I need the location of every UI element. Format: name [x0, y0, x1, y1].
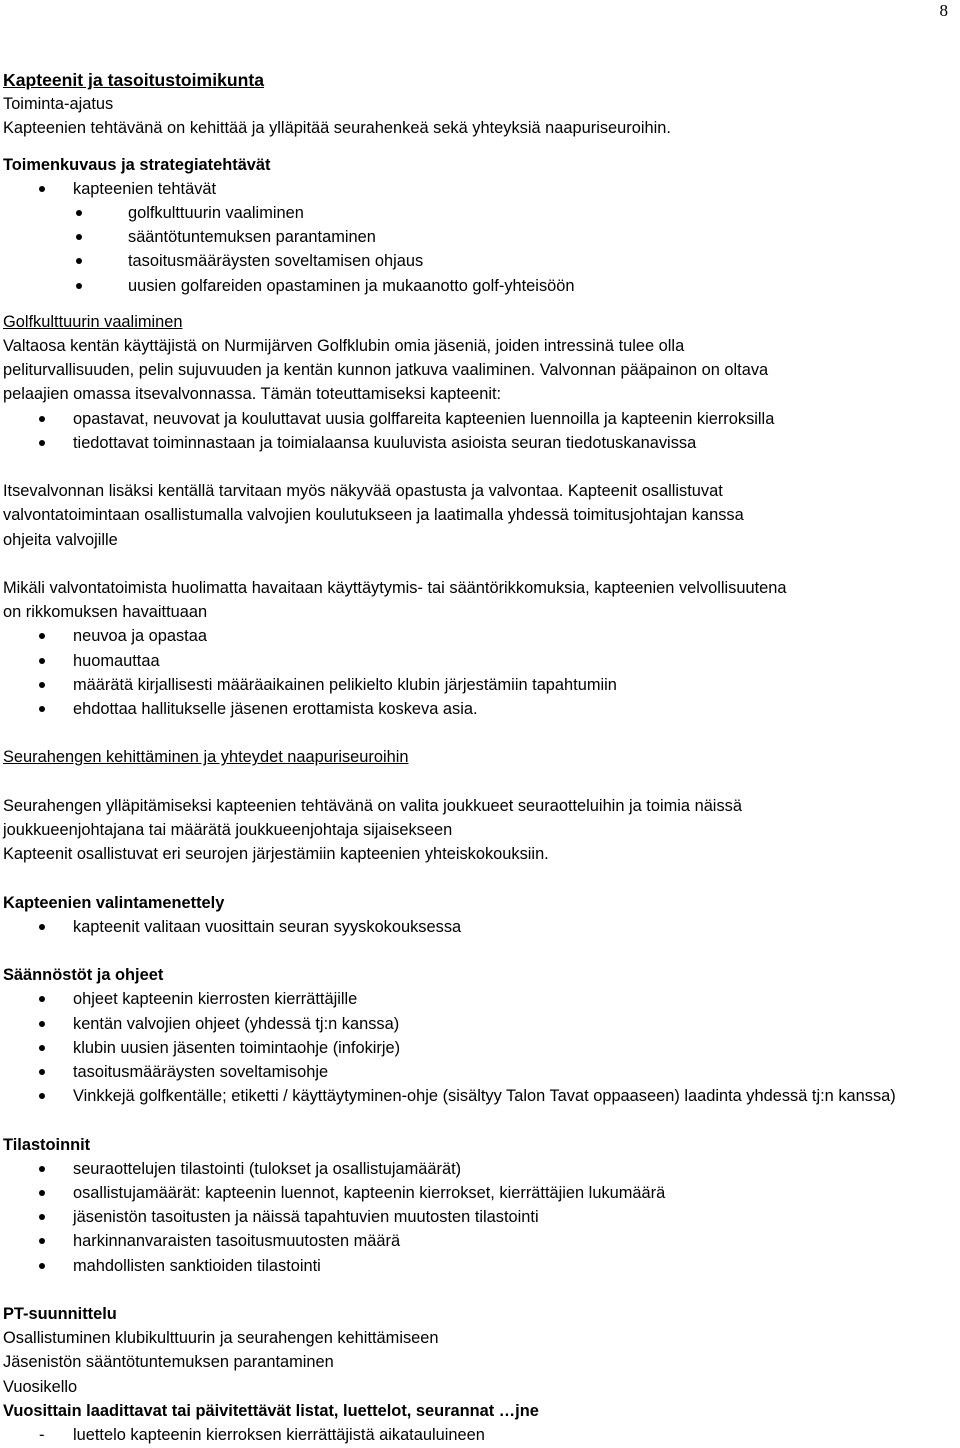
text-line: Seurahengen ylläpitämiseksi kapteenien tehtävänä on valita joukkueet seuraotteluihin ja toimia näissä [3, 796, 742, 815]
section-title-pt-suunnittelu: PT-suunnittelu [3, 1305, 117, 1324]
sub-bullet-item: tasoitusmääräysten soveltamisen ohjaus [3, 249, 953, 273]
bullet-item: tiedottavat toiminnastaan ja toimialaansa kuuluvista asioista seuran tiedotuskanavissa [3, 431, 953, 455]
bullet-item: tasoitusmääräysten soveltamisohje [3, 1060, 953, 1084]
bullet-item: jäsenistön tasoitusten ja näissä tapahtuvien muutosten tilastointi [3, 1205, 953, 1229]
bullet-item: määrätä kirjallisesti määräaikainen pelikielto klubin järjestämiin tapahtumiin [3, 673, 953, 697]
text-line: Toiminta-ajatus [3, 95, 114, 114]
bullet-item: osallistujamäärät: kapteenin luennot, kapteenin kierrokset, kierrättäjien lukumäärä [3, 1181, 953, 1205]
section-title-golfkulttuuri: Golfkulttuurin vaaliminen [3, 312, 183, 331]
text-line: Osallistuminen klubikulttuurin ja seurahengen kehittämiseen [3, 1329, 439, 1348]
text-line: pelaajien omassa itsevalvonnassa. Tämän toteuttamiseksi kapteenit: [3, 385, 502, 404]
sub-bullet-item: golfkulttuurin vaaliminen [3, 201, 953, 225]
text-line: ohjeita valvojille [3, 530, 118, 549]
bullet-item: ohjeet kapteenin kierrosten kierrättäjille [3, 987, 953, 1011]
section-title-toimenkuvaus: Toimenkuvaus ja strategiatehtävät [3, 155, 271, 174]
text-line: joukkueenjohtajana tai määrätä joukkueenjohtaja sijaisekseen [3, 821, 453, 840]
document-body [3, 68, 953, 1447]
bullet-item: seuraottelujen tilastointi (tulokset ja osallistujamäärät) [3, 1157, 953, 1181]
text-line: Mikäli valvontatoimista huolimatta havaitaan käyttäytymis- tai sääntörikkomuksia, kapteenien velvollisuutena [3, 579, 787, 598]
bullet-item: neuvoa ja opastaa [3, 624, 953, 648]
text-line: on rikkomuksen havaittuaan [3, 603, 208, 622]
bullet-item: mahdollisten sanktioiden tilastointi [3, 1254, 953, 1278]
bullet-item: kentän valvojien ohjeet (yhdessä tj:n kanssa) [3, 1012, 953, 1036]
bullet-item: kapteenit valitaan vuosittain seuran syyskokouksessa [3, 915, 953, 939]
text-line: Kapteenit osallistuvat eri seurojen järjestämiin kapteenien yhteiskokouksiin. [3, 845, 549, 864]
bullet-item: harkinnanvaraisten tasoitusmuutosten määrä [3, 1229, 953, 1253]
bullet-item: huomauttaa [3, 649, 953, 673]
text-line: Kapteenien tehtävänä on kehittää ja ylläpitää seurahenkeä sekä yhteyksiä naapuriseuroihin. [3, 119, 671, 138]
bullet-item: kapteenien tehtävät [3, 177, 953, 201]
bullet-item: Vinkkejä golfkentälle; etiketti / käyttäytyminen-ohje (sisältyy Talon Tavat oppaaseen) laadinta yhdessä tj:n kanssa) [3, 1084, 899, 1108]
sub-bullet-item: sääntötuntemuksen parantaminen [3, 225, 953, 249]
page-number: 8 [939, 1, 948, 20]
section-title-saannostot: Säännöstöt ja ohjeet [3, 966, 164, 985]
text-line: peliturvallisuuden, pelin sujuvuuden ja kentän kunnon jatkuva vaaliminen. Valvonnan pääpainon on oltava [3, 361, 769, 380]
bullet-item: klubin uusien jäsenten toimintaohje (infokirje) [3, 1036, 953, 1060]
sub-bullet-item: uusien golfareiden opastaminen ja mukaanotto golf-yhteisöön [3, 274, 953, 298]
text-line: Jäsenistön sääntötuntemuksen parantaminen [3, 1353, 334, 1372]
text-line: valvontatoimintaan osallistumalla valvojien koulutukseen ja laatimalla yhdessä toimitusjohtajan kanssa [3, 506, 744, 525]
text-line: Itsevalvonnan lisäksi kentällä tarvitaan myös näkyvää opastusta ja valvontaa. Kapteenit osallistuvat [3, 482, 723, 501]
section-title-seurahenki: Seurahengen kehittäminen ja yhteydet naapuriseuroihin [3, 748, 409, 767]
section-title-valinta: Kapteenien valintamenettely [3, 893, 225, 912]
section-title-tilastoinnit: Tilastoinnit [3, 1135, 91, 1154]
subsection-title-listat: Vuosittain laadittavat tai päivitettävät listat, luettelot, seurannat …jne [3, 1401, 539, 1420]
bullet-item: ehdottaa hallitukselle jäsenen erottamista koskeva asia. [3, 697, 953, 721]
text-line: Vuosikello [3, 1377, 78, 1396]
section-title-kapteenit: Kapteenit ja tasoitustoimikunta [3, 70, 265, 90]
text-line: Valtaosa kentän käyttäjistä on Nurmijärven Golfklubin omia jäseniä, joiden intressinä tulee olla [3, 337, 685, 356]
bullet-item: opastavat, neuvovat ja kouluttavat uusia golffareita kapteenien luennoilla ja kapteenin kierroksilla [3, 407, 953, 431]
dash-item: - luettelo kapteenin kierroksen kierrättäjistä aikatauluineen [3, 1423, 953, 1447]
